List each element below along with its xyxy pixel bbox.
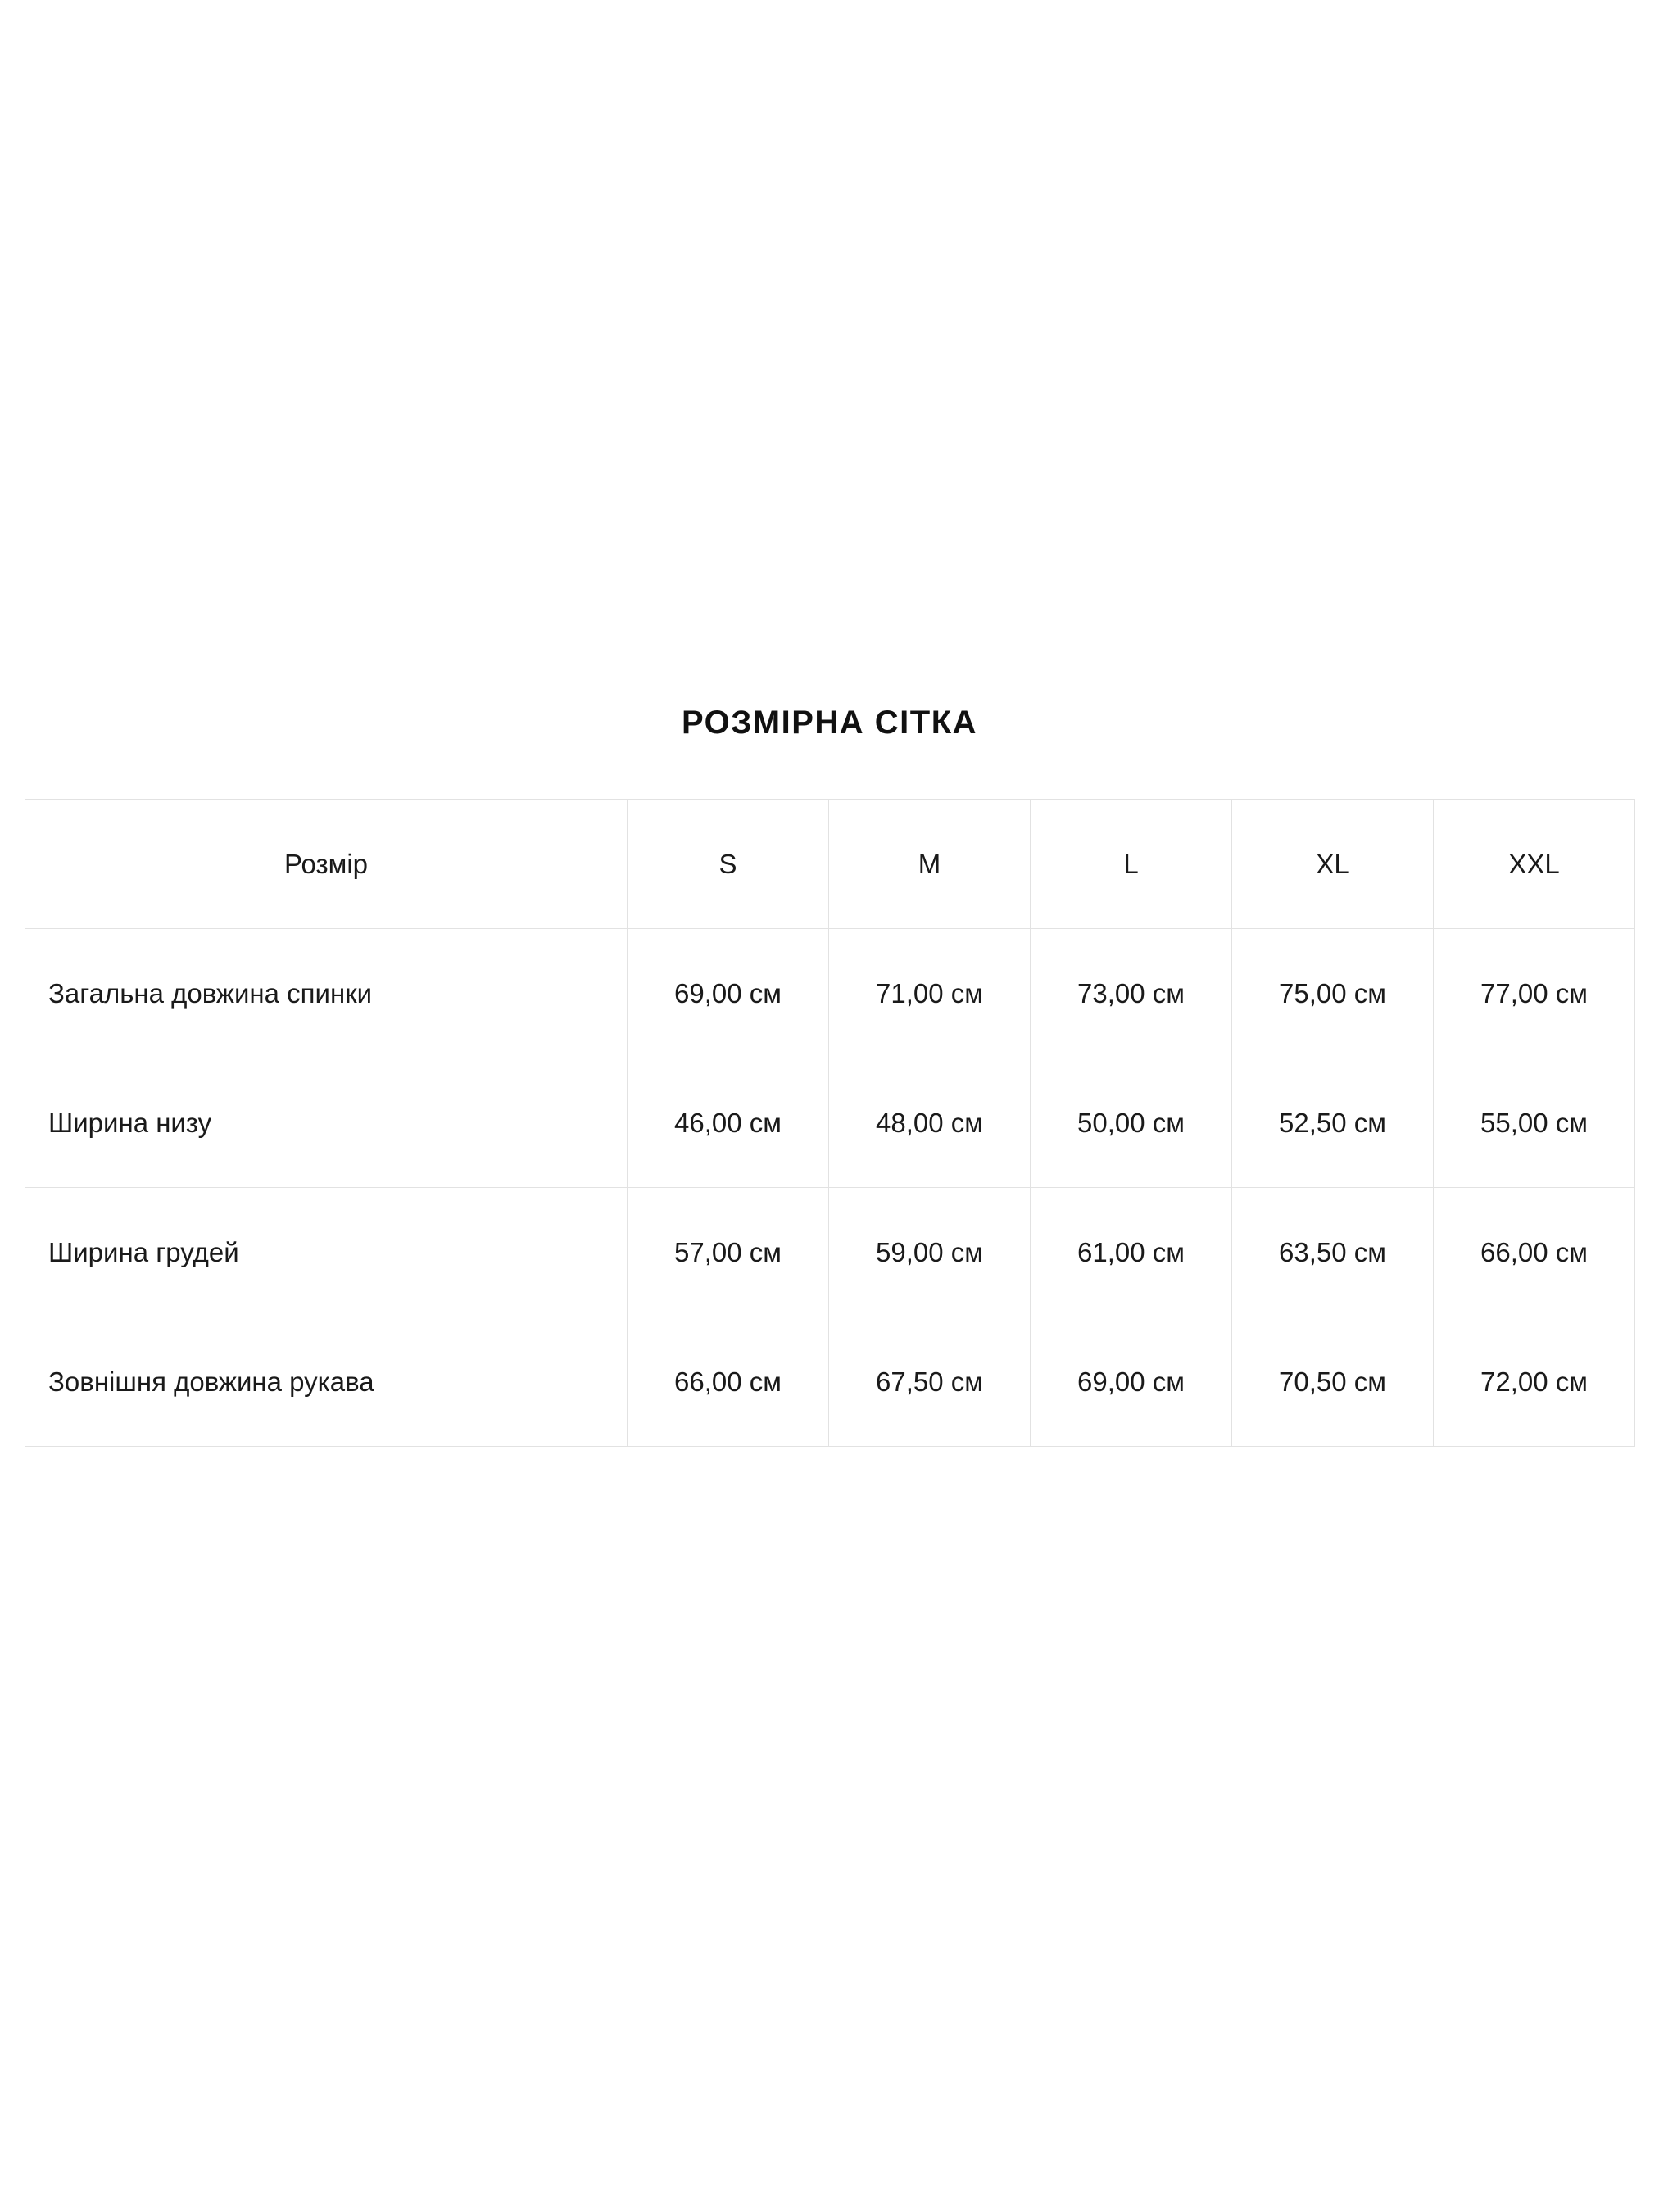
table-header <box>25 800 1635 929</box>
row-label: Зовнішня довжина рукава <box>25 1317 628 1447</box>
table-row <box>25 1058 1635 1188</box>
header-cell-size-xl: XL <box>1232 800 1434 929</box>
cell-value: 75,00 см <box>1232 929 1434 1058</box>
cell-value: 48,00 см <box>829 1058 1031 1188</box>
cell-value: 66,00 см <box>628 1317 829 1447</box>
cell-value: 63,50 см <box>1232 1188 1434 1317</box>
cell-value: 66,00 см <box>1434 1188 1635 1317</box>
size-chart-container <box>25 799 1634 1447</box>
cell-value: 69,00 см <box>1031 1317 1232 1447</box>
cell-value: 77,00 см <box>1434 929 1635 1058</box>
table-row <box>25 1317 1635 1447</box>
header-cell-size-m: M <box>829 800 1031 929</box>
table-row <box>25 929 1635 1058</box>
cell-value: 50,00 см <box>1031 1058 1232 1188</box>
table-body <box>25 929 1635 1447</box>
header-cell-size-s: S <box>628 800 829 929</box>
cell-value: 61,00 см <box>1031 1188 1232 1317</box>
cell-value: 52,50 см <box>1232 1058 1434 1188</box>
size-chart-table <box>25 799 1635 1447</box>
cell-value: 55,00 см <box>1434 1058 1635 1188</box>
cell-value: 72,00 см <box>1434 1317 1635 1447</box>
cell-value: 57,00 см <box>628 1188 829 1317</box>
row-label: Загальна довжина спинки <box>25 929 628 1058</box>
row-label: Ширина грудей <box>25 1188 628 1317</box>
row-label: Ширина низу <box>25 1058 628 1188</box>
cell-value: 69,00 см <box>628 929 829 1058</box>
header-cell-size-l: L <box>1031 800 1232 929</box>
cell-value: 59,00 см <box>829 1188 1031 1317</box>
header-cell-measure: Розмір <box>25 800 628 929</box>
cell-value: 71,00 см <box>829 929 1031 1058</box>
cell-value: 67,50 см <box>829 1317 1031 1447</box>
table-header-row <box>25 800 1635 929</box>
cell-value: 73,00 см <box>1031 929 1232 1058</box>
page-title: РОЗМІРНА СІТКА <box>681 705 978 741</box>
cell-value: 46,00 см <box>628 1058 829 1188</box>
table-row <box>25 1188 1635 1317</box>
cell-value: 70,50 см <box>1232 1317 1434 1447</box>
header-cell-size-xxl: XXL <box>1434 800 1635 929</box>
